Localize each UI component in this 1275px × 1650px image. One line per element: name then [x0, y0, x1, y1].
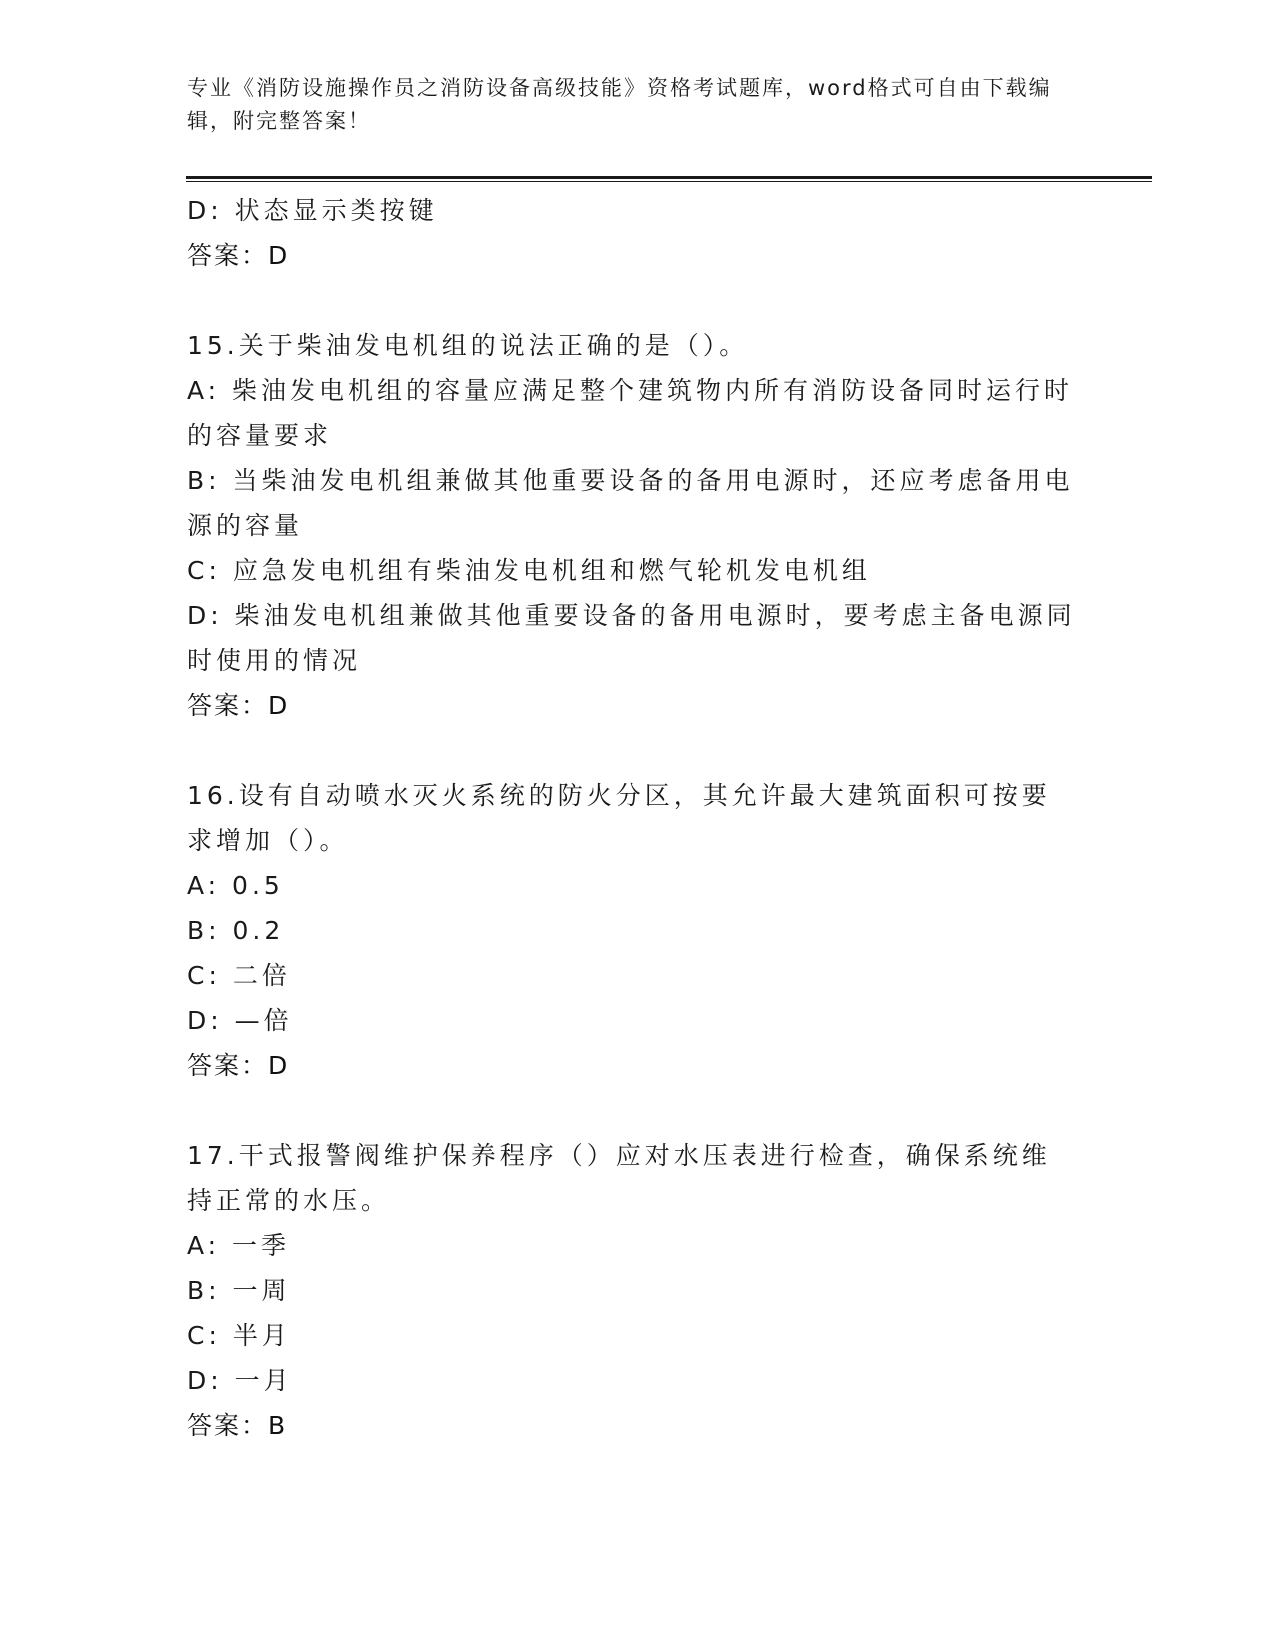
option-d: D: —倍 — [187, 1006, 293, 1035]
answer-line: 答案：D — [187, 1051, 290, 1080]
option-c: C: 应急发电机组有柴油发电机组和燃气轮机发电机组 — [187, 556, 871, 585]
option-a: A: 柴油发电机组的容量应满足整个建筑物内所有消防设备同时运行时的容量要求 — [187, 376, 1074, 450]
answer-line: 答案：B — [187, 1411, 288, 1440]
question-list — [187, 188, 1077, 1448]
option-a: A: 一季 — [187, 1231, 291, 1260]
option-c: C: 二倍 — [187, 961, 291, 990]
option-a: A: 0.5 — [187, 871, 284, 900]
question-16 — [187, 773, 1077, 1088]
question-stem: 15.关于柴油发电机组的说法正确的是（）。 — [187, 331, 749, 360]
option-d: D: 柴油发电机组兼做其他重要设备的备用电源时，要考虑主备电源同时使用的情况 — [187, 601, 1076, 675]
question-stem: 16.设有自动喷水灭火系统的防火分区，其允许最大建筑面积可按要求增加（）。 — [187, 781, 1051, 855]
option-c: C: 半月 — [187, 1321, 291, 1350]
answer-line: 答案：D — [187, 691, 290, 720]
header-divider — [186, 176, 1152, 179]
question-17 — [187, 1133, 1077, 1448]
option-d: D: 一月 — [187, 1366, 293, 1395]
header-divider-thin — [186, 181, 1152, 182]
question-15 — [187, 323, 1077, 728]
option-b: B: 一周 — [187, 1276, 291, 1305]
question-stem: 17.干式报警阀维护保养程序（）应对水压表进行检查，确保系统维持正常的水压。 — [187, 1141, 1051, 1215]
option-b: B: 0.2 — [187, 916, 285, 945]
document-header: 专业《消防设施操作员之消防设备高级技能》资格考试题库，word格式可自由下载编辑，附完整答案！ — [187, 76, 1052, 133]
option-d: D: 状态显示类按键 — [187, 196, 438, 225]
option-b: B: 当柴油发电机组兼做其他重要设备的备用电源时，还应考虑备用电源的容量 — [187, 466, 1074, 540]
answer-line: 答案：D — [187, 241, 290, 270]
